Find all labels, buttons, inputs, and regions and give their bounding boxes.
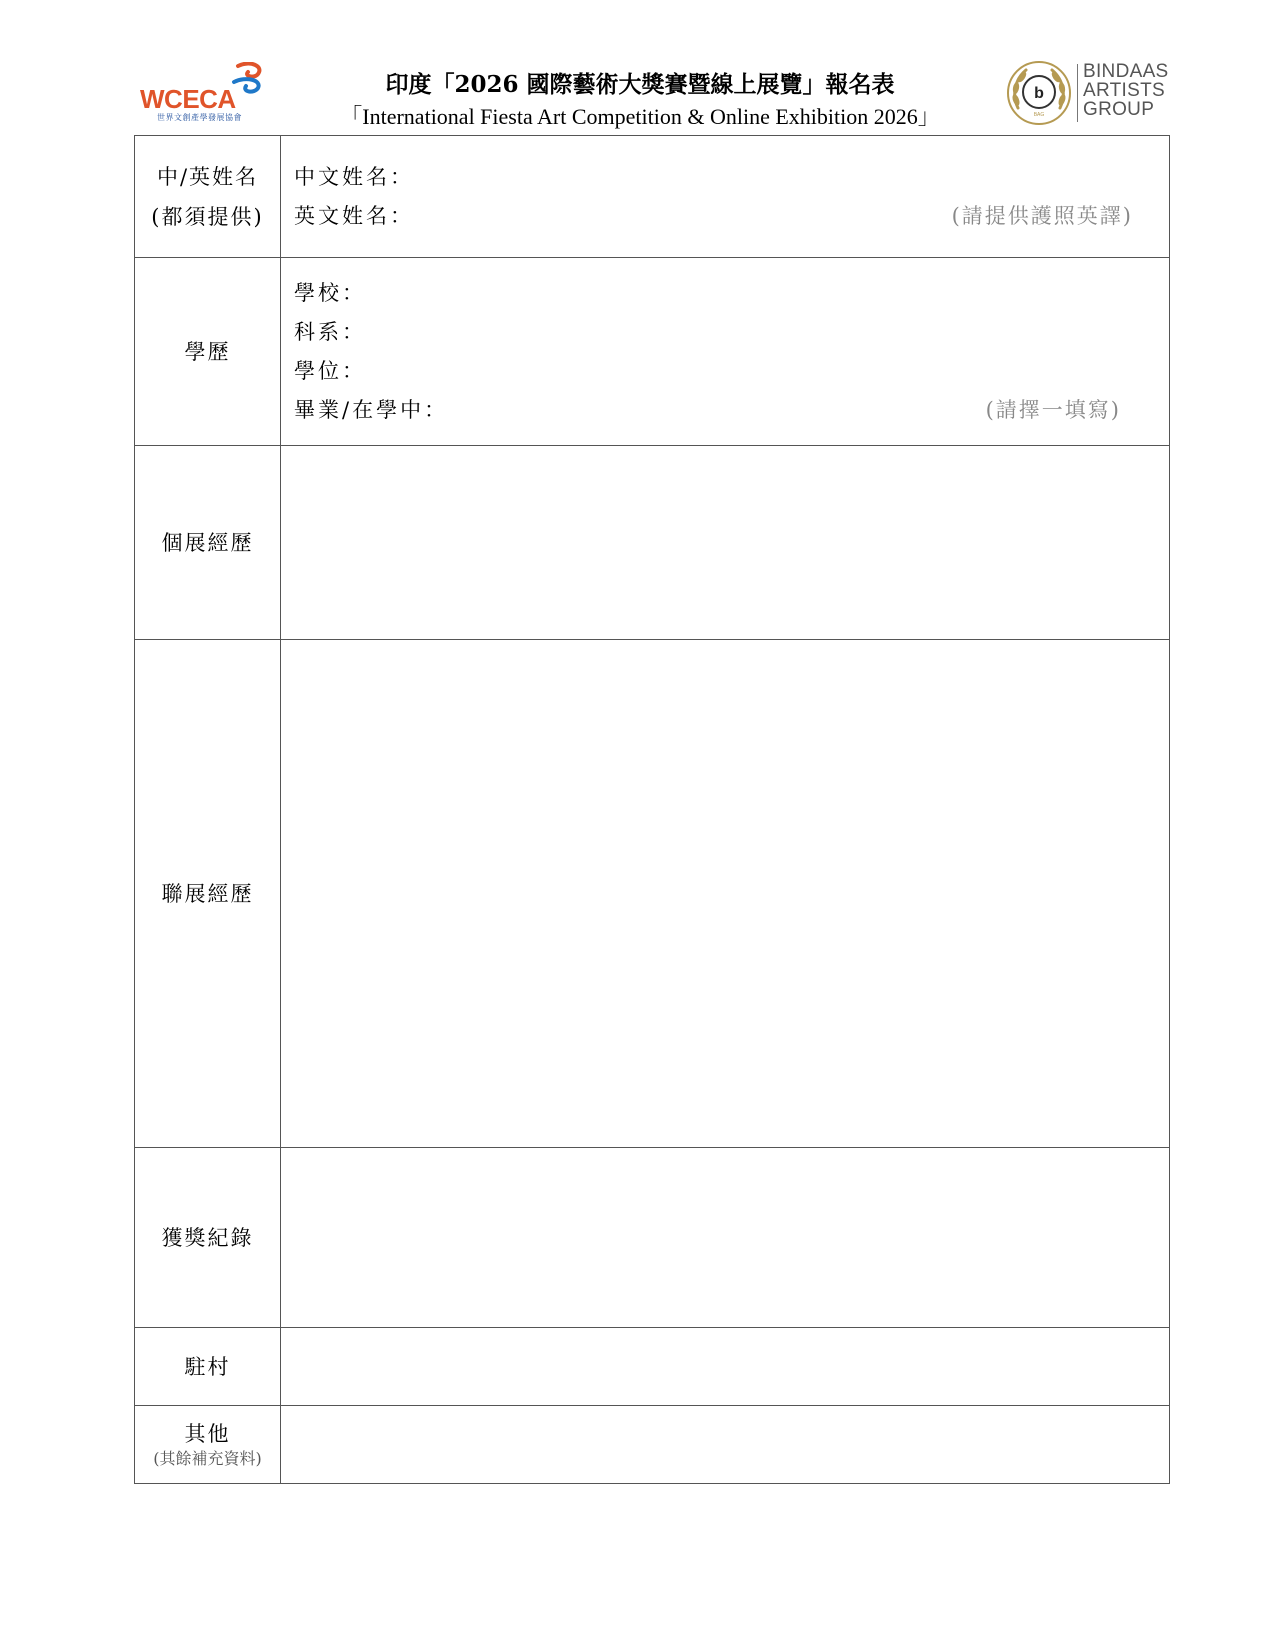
brand-line-1: BINDAAS bbox=[1083, 61, 1169, 82]
education-label: 學歷 bbox=[135, 258, 281, 446]
bindaas-wordmark bbox=[1083, 62, 1169, 119]
english-name-field[interactable] bbox=[294, 197, 1169, 236]
degree-label: 學位： bbox=[294, 358, 366, 383]
svg-text:BAG: BAG bbox=[1033, 112, 1045, 118]
residency-row bbox=[135, 1328, 1170, 1406]
form-title: 印度「2026 國際藝術大獎賽暨線上展覽」報名表 bbox=[385, 71, 895, 98]
registration-form-table bbox=[134, 135, 1170, 1484]
svg-text:b: b bbox=[1034, 85, 1044, 102]
wceca-wordmark: WCECA bbox=[140, 84, 236, 114]
residency-field[interactable] bbox=[281, 1328, 1170, 1406]
laurel-seal-icon bbox=[1006, 60, 1072, 126]
awards-field[interactable] bbox=[281, 1148, 1170, 1328]
education-field-cell[interactable] bbox=[281, 258, 1170, 446]
solo-exhibition-row bbox=[135, 446, 1170, 640]
other-label: 其他 bbox=[184, 1421, 231, 1446]
graduation-status-label: 畢業/在學中： bbox=[294, 397, 449, 422]
name-row bbox=[135, 136, 1170, 258]
solo-exhibition-field[interactable] bbox=[281, 446, 1170, 640]
graduation-status-hint: (請擇一填寫) bbox=[985, 397, 1121, 422]
english-name-label: 英文姓名： bbox=[294, 203, 414, 228]
wceca-subtitle: 世界文創產學發展協會 bbox=[157, 113, 242, 122]
degree-field[interactable] bbox=[294, 352, 1169, 391]
other-label-cell bbox=[135, 1406, 281, 1484]
other-row bbox=[135, 1406, 1170, 1484]
group-exhibition-row bbox=[135, 640, 1170, 1148]
bindaas-logo bbox=[1006, 60, 1176, 126]
form-subtitle: 「International Fiesta Art Competition & Online Exhibition 2026」 bbox=[340, 104, 940, 129]
chinese-name-field[interactable] bbox=[294, 158, 1169, 197]
english-name-hint: (請提供護照英譯) bbox=[951, 203, 1133, 228]
other-field[interactable] bbox=[281, 1406, 1170, 1484]
name-label-cell bbox=[135, 136, 281, 258]
brand-line-2: ARTISTS bbox=[1083, 80, 1165, 101]
group-exhibition-label: 聯展經歷 bbox=[135, 640, 281, 1148]
department-label: 科系： bbox=[294, 319, 366, 344]
wceca-logo bbox=[140, 62, 270, 126]
school-label: 學校： bbox=[294, 280, 366, 305]
graduation-status-field[interactable] bbox=[294, 391, 1169, 430]
awards-label: 獲獎紀錄 bbox=[135, 1148, 281, 1328]
solo-exhibition-label: 個展經歷 bbox=[135, 446, 281, 640]
department-field[interactable] bbox=[294, 313, 1169, 352]
name-label: 中/英姓名 bbox=[156, 164, 259, 189]
chinese-name-label: 中文姓名： bbox=[294, 164, 414, 189]
residency-label: 駐村 bbox=[135, 1328, 281, 1406]
name-field-cell[interactable] bbox=[281, 136, 1170, 258]
other-sublabel: (其餘補充資料) bbox=[153, 1448, 262, 1468]
name-label-note: (都須提供) bbox=[151, 204, 264, 229]
brand-line-3: GROUP bbox=[1083, 99, 1155, 120]
education-row bbox=[135, 258, 1170, 446]
group-exhibition-field[interactable] bbox=[281, 640, 1170, 1148]
awards-row bbox=[135, 1148, 1170, 1328]
page-header bbox=[0, 0, 1275, 135]
logo-divider bbox=[1077, 64, 1078, 122]
school-field[interactable] bbox=[294, 274, 1169, 313]
